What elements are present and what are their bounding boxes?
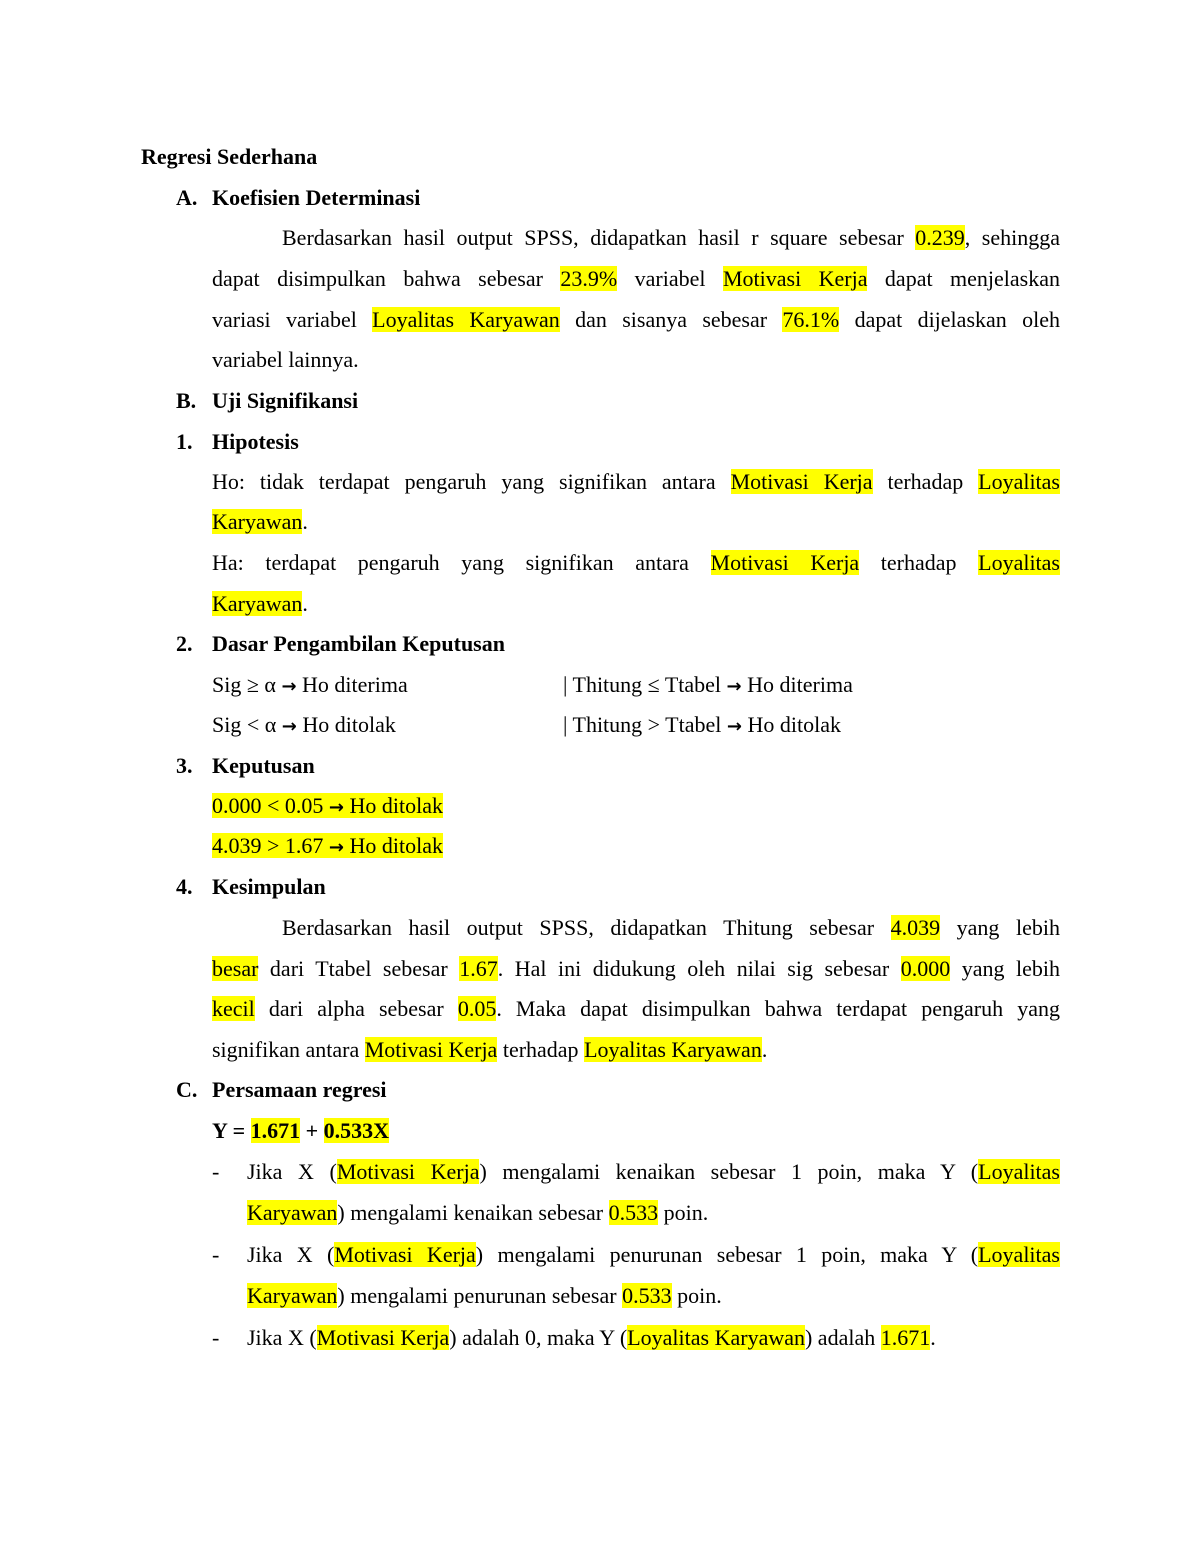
section-a-paragraph-line2: dapat disimpulkan bahwa sebesar 23.9% variabel Motivasi Kerja dapat menjelaskan (212, 266, 1060, 291)
section-a-paragraph-line1: Berdasarkan hasil output SPSS, didapatkan hasil r square sebesar 0.239, sehingga (282, 225, 1061, 250)
section-c-heading: Persamaan regresi (212, 1077, 387, 1102)
rule2-left: Sig < α → Ho ditolak (212, 712, 396, 737)
decision-line1: 0.000 < 0.05 → Ho ditolak (212, 793, 444, 818)
bullet1-line2: Karyawan) mengalami kenaikan sebesar 0.533 poin. (247, 1200, 709, 1225)
section-a-heading: Koefisien Determinasi (212, 185, 421, 210)
bullet3-line1: Jika X (Motivasi Kerja) adalah 0, maka Y (Loyalitas Karyawan) adalah 1.671. (247, 1325, 936, 1350)
hipotesis-number: 1. (176, 429, 193, 454)
dasar-number: 2. (176, 631, 193, 656)
keputusan-number: 3. (176, 753, 193, 778)
rule2-right: | Thitung > Ttabel → Ho ditolak (563, 712, 841, 737)
bullet2-line1: Jika X (Motivasi Kerja) mengalami penurunan sebesar 1 poin, maka Y (Loyalitas (247, 1242, 1060, 1267)
kesimpulan-line2: besar dari Ttabel sebesar 1.67. Hal ini didukung oleh nilai sig sebesar 0.000 yang lebih (212, 956, 1060, 981)
section-b-letter: B. (176, 388, 197, 413)
section-a-paragraph-line4: variabel lainnya. (212, 347, 359, 372)
kesimpulan-heading: Kesimpulan (212, 874, 326, 899)
arrow-icon: → (328, 837, 345, 858)
section-a-letter: A. (176, 185, 198, 210)
hipotesis-heading: Hipotesis (212, 429, 299, 454)
bullet2-line2: Karyawan) mengalami penurunan sebesar 0.533 poin. (247, 1283, 722, 1308)
arrow-icon: → (281, 676, 297, 697)
kesimpulan-number: 4. (176, 874, 193, 899)
arrow-icon: → (281, 716, 297, 737)
ho-line1: Ho: tidak terdapat pengaruh yang signifikan antara Motivasi Kerja terhadap Loyalitas (212, 469, 1060, 494)
ho-line2: Karyawan. (212, 509, 308, 534)
section-a-paragraph-line3: variasi variabel Loyalitas Karyawan dan sisanya sebesar 76.1% dapat dijelaskan oleh (212, 307, 1060, 332)
keputusan-heading: Keputusan (212, 753, 315, 778)
arrow-icon: → (726, 716, 742, 737)
rule1-left: Sig ≥ α → Ho diterima (212, 672, 408, 697)
kesimpulan-line1: Berdasarkan hasil output SPSS, didapatkan Thitung sebesar 4.039 yang lebih (282, 915, 1060, 940)
bullet2-dash: - (212, 1242, 220, 1267)
rule1-right: | Thitung ≤ Ttabel → Ho diterima (563, 672, 853, 697)
section-c-letter: C. (176, 1077, 198, 1102)
kesimpulan-line3: kecil dari alpha sebesar 0.05. Maka dapat disimpulkan bahwa terdapat pengaruh yang (212, 996, 1060, 1021)
bullet1-line1: Jika X (Motivasi Kerja) mengalami kenaikan sebesar 1 poin, maka Y (Loyalitas (247, 1159, 1060, 1184)
arrow-icon: → (726, 676, 742, 697)
section-b-heading: Uji Signifikansi (212, 388, 359, 413)
ha-line2: Karyawan. (212, 591, 308, 616)
document-title: Regresi Sederhana (141, 144, 318, 169)
decision-line2: 4.039 > 1.67 → Ho ditolak (212, 833, 444, 858)
regression-equation: Y = 1.671 + 0.533X (212, 1118, 390, 1143)
bullet3-dash: - (212, 1325, 220, 1350)
arrow-icon: → (328, 797, 345, 818)
ha-line1: Ha: terdapat pengaruh yang signifikan antara Motivasi Kerja terhadap Loyalitas (212, 550, 1060, 575)
kesimpulan-line4: signifikan antara Motivasi Kerja terhadap Loyalitas Karyawan. (212, 1037, 768, 1062)
bullet1-dash: - (212, 1159, 220, 1184)
dasar-heading: Dasar Pengambilan Keputusan (212, 631, 505, 656)
